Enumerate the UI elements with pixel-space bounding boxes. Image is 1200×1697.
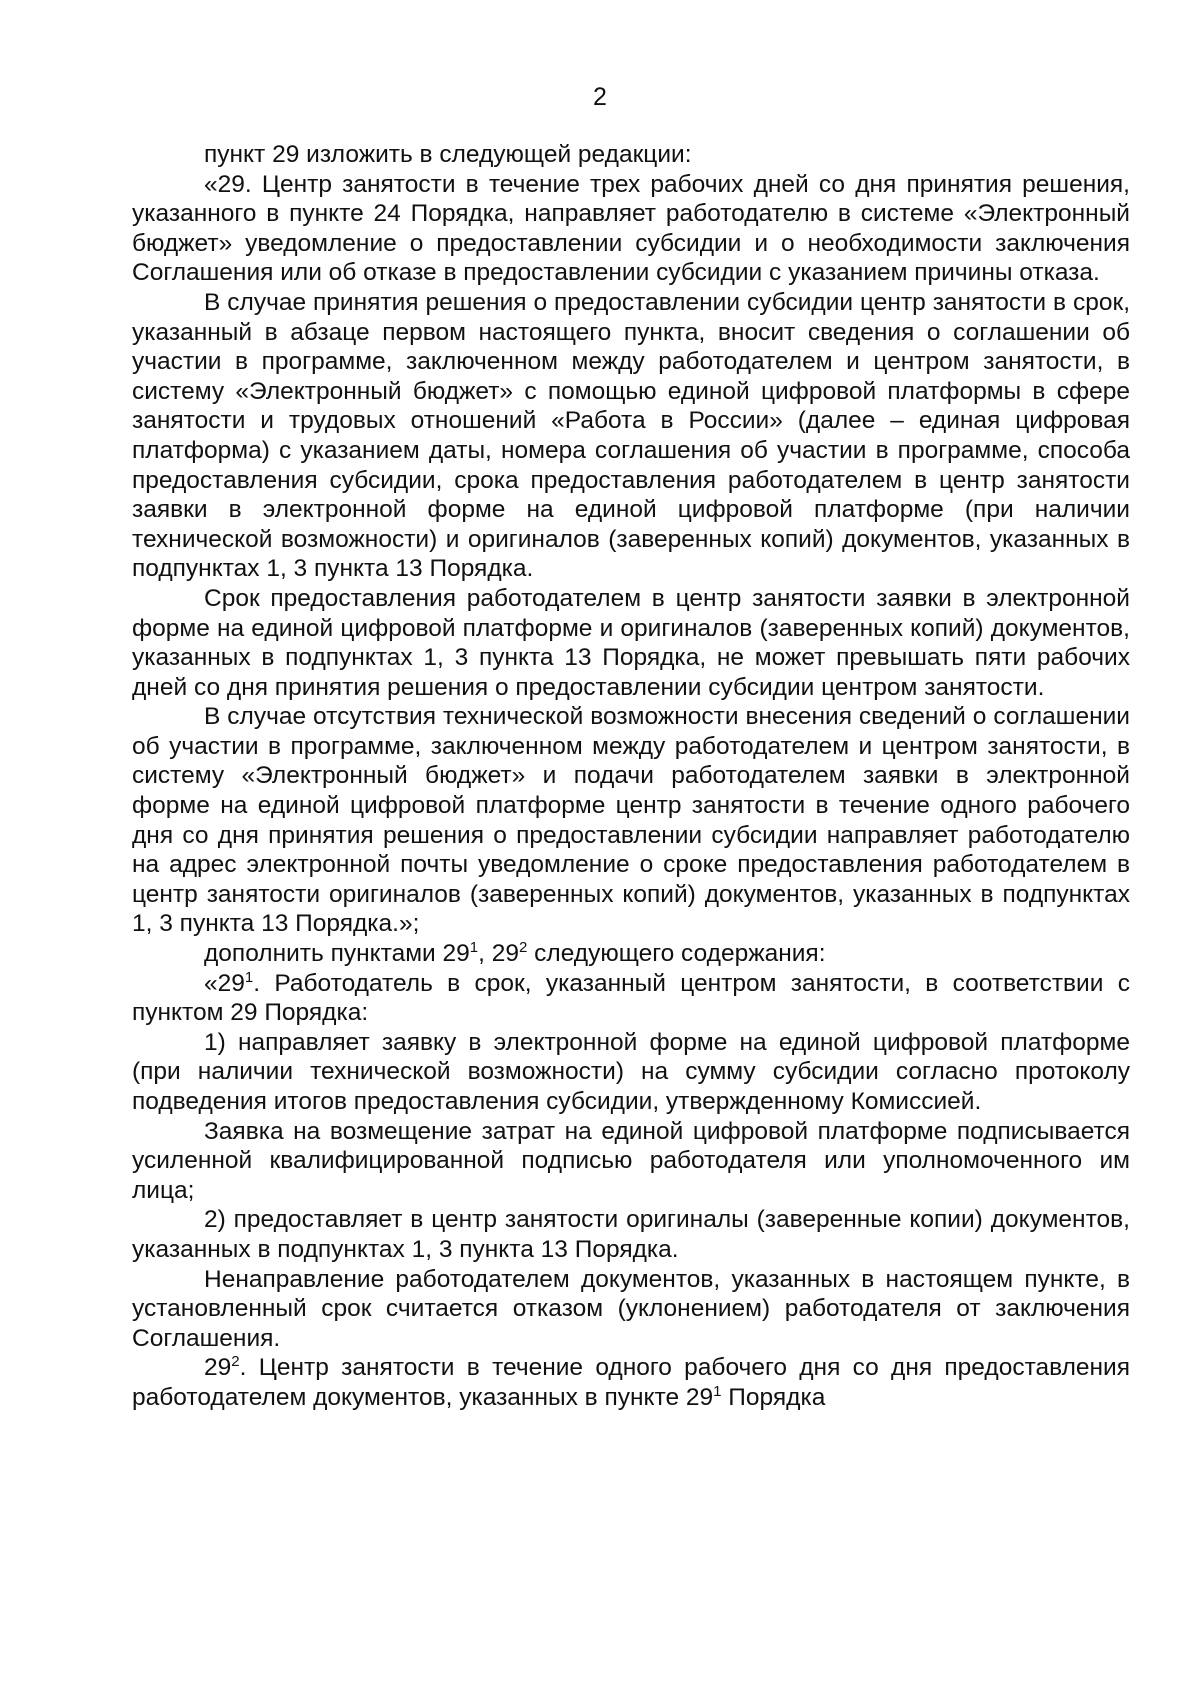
paragraph-amend-point-29: пункт 29 изложить в следующей редакции: [204,141,692,168]
paragraph-refusal: Ненаправление работодателем документов, указанных в настоящем пункте, в установленный срок считается отказом (уклонением) работодателя от заключения Соглашения. [132,1265,1130,1352]
paragraph-no-technical-possibility: В случае отсутствия технической возможности внесения сведений о соглашении об участии в программе, заключенном между работодателем и центром занятости, в систему «Электронный бюджет» и подачи работодателем заявки в электронной форме на единой цифровой платформе центр занятости в течение одного рабочего дня со дня принятия решения о предоставлении субсидии направляет работодателю на адрес электронной почты уведомление о сроке предоставления работодателем в центр занятости оригиналов (заверенных копий) документов, указанных в подпунктах 1, 3 пункта 13 Порядка.»; [132,703,1130,938]
paragraph-add-points: дополнить пунктами $29^1$, $29^2$ следующего содержания: [204,939,826,968]
paragraph-point-29-1: «$29^1$. Работодатель в срок, указанный центром занятости, в соответствии с пунктом 29 Порядка: [132,968,1130,1027]
paragraph-point-29-2: $29^2$. Центр занятости в течение одного рабочего дня со дня предоставления работодателем документов, указанных в пункте $29^1$ Порядка [132,1353,1130,1411]
paragraph-subpoint-1: 1) направляет заявку в электронной форме на единой цифровой платформе (при наличии технической возможности) на сумму субсидии согласно протоколу подведения итогов предоставления субсидии, утвержденному Комиссией. [132,1028,1130,1115]
paragraph-submission-deadline: Срок предоставления работодателем в центр занятости заявки в электронной форме на единой цифровой платформе и оригиналов (заверенных копий) документов, указанных в подпунктах 1, 3 пункта 13 Порядка, не может превышать пяти рабочих дней со дня принятия решения о предоставлении субсидии центром занятости. [132,584,1130,701]
page-number: 2 [593,83,607,111]
paragraph-point-29-notification: «29. Центр занятости в течение трех рабочих дней со дня принятия решения, указанного в пункте 24 Порядка, направляет работодателю в системе «Электронный бюджет» уведомление о предоставлении субсидии и о необходимости заключения Соглашения или об отказе в предоставлении субсидии с указанием причины отказа. [132,170,1130,287]
paragraph-application-signature: Заявка на возмещение затрат на единой цифровой платформе подписывается усиленной квалифицированной подписью работодателя или уполномоченного им лица; [132,1117,1130,1204]
paragraph-subpoint-2: 2) предоставляет в центр занятости оригиналы (заверенные копии) документов, указанных в подпунктах 1, 3 пункта 13 Порядка. [132,1206,1130,1263]
document-body [132,140,1130,1413]
paragraph-subsidy-decision: В случае принятия решения о предоставлении субсидии центр занятости в срок, указанный в абзаце первом настоящего пункта, вносит сведения о соглашении об участии в программе, заключенном между работодателем и центром занятости, в систему «Электронный бюджет» с помощью единой цифровой платформы в сфере занятости и трудовых отношений «Работа в России» (далее – единая цифровая платформа) с указанием даты, номера соглашения об участии в программе, способа предоставления субсидии, срока предоставления работодателем в центр занятости заявки в электронной форме на единой цифровой платформе (при наличии технической возможности) и оригиналов (заверенных копий) документов, указанных в подпунктах 1, 3 пункта 13 Порядка. [132,288,1130,583]
